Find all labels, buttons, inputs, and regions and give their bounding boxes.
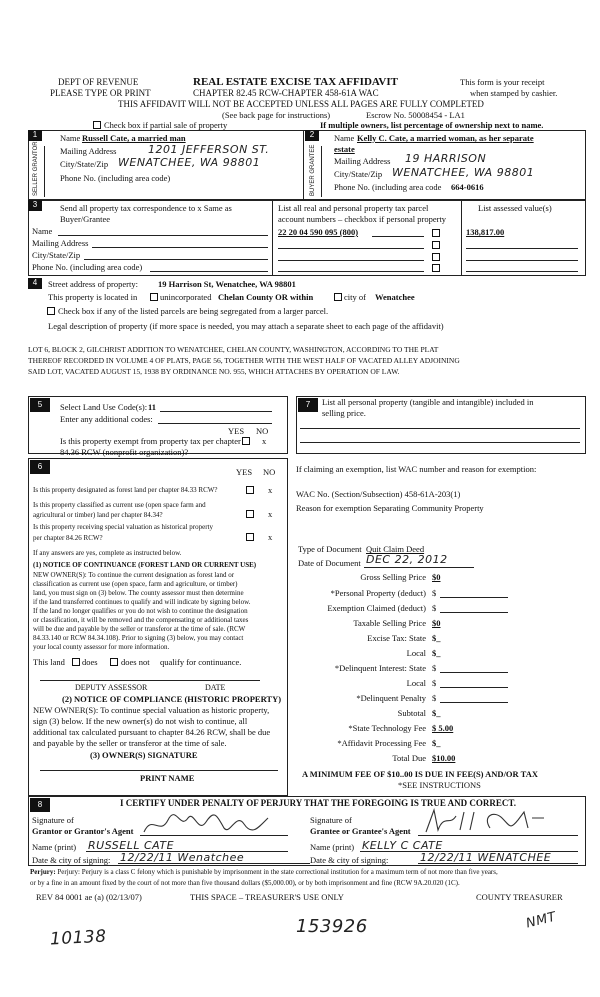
buyer-name-1[interactable]: Kelly C. Cate, a married woman, as her separate [357,133,534,143]
doc-date[interactable]: DEC 22, 2012 [366,553,448,566]
parcel-personal-checkbox-1[interactable] [432,229,440,237]
s3-phone-label: Phone No. (including area code) [32,262,143,272]
unincorporated-checkbox[interactable] [150,293,158,301]
segregated-checkbox[interactable] [47,307,55,315]
buyer-phone-label: Phone No. (including area code [334,182,442,192]
section-5-badge: 5 [30,398,50,412]
current-use-yes-checkbox[interactable] [246,510,254,518]
assessed-field-3[interactable] [466,260,578,261]
s5-no: NO [256,426,269,436]
grantee-name-label: Name (print) [310,842,355,852]
section-1-badge: 1 [28,130,42,141]
grantor-date-label: Date & city of signing: [32,855,111,865]
see-instructions-note: *SEE INSTRUCTIONS [398,780,481,790]
unincorporated-label: unincorporated [160,292,212,302]
buyer-name-2[interactable]: estate [334,144,355,154]
land-use-label: Select Land Use Code(s): [60,402,148,412]
delinquent-local-field[interactable] [440,687,508,688]
tech-fee[interactable]: $ 5.00 [432,723,454,733]
perjury-line-1: Perjury: Perjury: Perjury is a class C felony which is punishable by imprisonment in the state correctional institution for a maximum term of not more than five years, [30,868,498,876]
notice-1-line-6: or classification, it will be removed and the compensating or additional taxes [33,616,249,624]
send-correspondence-2: Buyer/Grantee [60,214,111,224]
s6-no: NO [263,467,276,477]
owner-signature-field[interactable] [40,770,278,771]
legal-description-3: SAID LOT, VACATED AUGUST 15, 1938 BY ORDINANCE NO. 955, WHICH ATTACHES BY OPERATION OF LAW. [28,367,400,376]
delinquent-interest-field[interactable] [440,672,508,673]
parcel-personal-checkbox-3[interactable] [432,253,440,261]
handwritten-number-left: 10138 [49,926,108,950]
assessed-field-4[interactable] [466,271,578,272]
personal-property-field-2[interactable] [300,442,580,443]
current-use-question-1: Is this property classified as current use (open space farm and [33,501,206,509]
located-label: This property is located in [48,292,138,302]
parcel-field-4[interactable] [278,271,424,272]
buyer-mailing-label: Mailing Address [334,156,391,166]
total-due-label: Total Due [392,753,426,763]
section-3-badge: 3 [28,200,42,211]
delinquent-penalty-dollar: $ [432,693,437,703]
taxable-price-label: Taxable Selling Price [353,618,426,628]
doc-type[interactable]: Quit Claim Deed [366,544,425,554]
land-use-code[interactable]: 11 [148,402,157,412]
notice-1-line-7: will be due and payable by the seller or transferor at the time of sale. (RCW [33,625,246,633]
seller-mailing-label: Mailing Address [60,146,117,156]
notice-1-line-2: classification as current use (open space, farm and agriculture, or timber) [33,580,238,588]
notice-2-line-2: sign (3) below. If the new owner(s) do not wish to continue, all [33,716,248,726]
buyer-phone[interactable]: 664-0616 [451,182,484,192]
buyer-city[interactable]: WENATCHEE, WA 98801 [392,166,535,179]
exempt-no-mark[interactable]: x [262,436,267,446]
parcel-personal-checkbox-2[interactable] [432,241,440,249]
personal-property-field-1[interactable] [300,428,580,429]
perjury-line-2: or by a fine in an amount fixed by the court of not more than five thousand dollars ($5,000.00), or by both imprisonment and fine (RCW 9A.20.020 (1C). [30,879,460,887]
s3-name-field[interactable] [58,235,268,236]
grantee-signature-scribble [420,804,560,836]
subtotal[interactable]: $_ [432,708,441,718]
legal-description-2: THEREOF RECORDED IN VOLUME 4 OF PLATS, PAGE 56, TOGETHER WITH THE WEST HALF OF VACATED ALLEY ADJOINING [28,356,460,365]
section-7-badge: 7 [298,398,318,412]
multiple-owners-note: If multiple owners, list percentage of ownership next to name. [320,120,544,130]
personal-property-1: List all personal property (tangible and intangible) included in [322,397,534,407]
personal-property-2: selling price. [322,408,366,418]
subtotal-label: Subtotal [397,708,426,718]
doc-type-label: Type of Document [298,544,362,554]
county-treasurer: COUNTY TREASURER [476,892,563,902]
exemption-deduct-field[interactable] [440,612,508,613]
notice-2-line-3: additional tax calculated pursuant to chapter 84.26 RCW, shall be due [33,727,271,737]
seller-name-label: Name [60,133,81,143]
partial-sale-label: Check box if partial sale of property [104,120,228,130]
notice-1-title: (1) NOTICE OF CONTINUANCE (FOREST LAND OR CURRENT USE) [33,561,257,569]
minimum-fee-note: A MINIMUM FEE OF $10..00 IS DUE IN FEE(S) AND/OR TAX [302,769,538,779]
buyer-mailing[interactable]: 19 HARRISON [405,152,487,165]
section-8-badge: 8 [30,798,50,812]
street-label: Street address of property: [48,279,138,289]
buyer-name-label: Name [334,133,355,143]
exempt-question-2: 84.36 RCW (nonprofit organization)? [60,447,189,457]
forest-question: Is this property designated as forest land per chapter 84.33 RCW? [33,486,218,494]
seller-mailing[interactable]: 1201 JEFFERSON ST. [148,143,270,156]
receipt-note-1: This form is your receipt [460,77,545,87]
partial-sale-checkbox[interactable] [93,121,101,129]
print-name-label: PRINT NAME [140,773,195,783]
s5-yes: YES [228,426,245,436]
historic-yes-checkbox[interactable] [246,533,254,541]
gross-price-label: Gross Selling Price [360,572,426,582]
exempt-yes-checkbox[interactable] [242,437,250,445]
forest-no-mark[interactable]: x [268,485,273,495]
escrow-number: Escrow No. 50008454 - LA1 [366,110,465,120]
notice-1-line-1: NEW OWNER(S): To continue the current designation as forest land or [33,571,235,579]
notice-1-line-4: if the land transferred continues to qualify and will indicate by signing below. [33,598,251,606]
excise-local-label: Local [406,648,426,658]
owner-signature-label: (3) OWNER(S) SIGNATURE [90,750,198,760]
legal-description-label: Legal description of property (if more space is needed, you may attach a separate sheet to each page of the affidavit) [48,321,444,331]
county-name: Chelan County OR within [218,292,314,302]
does-checkbox[interactable] [72,658,80,666]
affidavit-fee-label: *Affidavit Processing Fee [337,738,426,748]
certify-statement: I CERTIFY UNDER PENALTY OF PERJURY THAT THE FOREGOING IS TRUE AND CORRECT. [120,798,517,808]
seller-name[interactable]: Russell Cate, a married man [82,133,186,143]
seller-phone-label: Phone No. (including area code) [60,173,171,183]
historic-question-1: Is this property receiving special valuation as historical property [33,523,214,531]
section-4-badge: 4 [28,278,42,289]
grantee-date-label: Date & city of signing: [310,855,389,865]
section-2-badge: 2 [305,130,319,141]
grantee-date-city[interactable]: 12/22/11 WENATCHEE [420,851,552,864]
excise-state-label: Excise Tax: State [367,633,426,643]
exemption-deduct-dollar: $ [432,603,437,613]
see-back-note: (See back page for instructions) [222,110,331,120]
current-use-no-mark[interactable]: x [268,509,273,519]
street-address[interactable]: 19 Harrison St, Wenatchee, WA 98801 [158,279,296,289]
city-of-label: city of [344,292,366,302]
delinquent-penalty-field[interactable] [440,702,508,703]
s6-yes: YES [236,467,253,477]
segregated-label: Check box if any of the listed parcels are being segregated from a larger parcel. [58,306,329,316]
notice-1-line-9: your local county assessor for more information. [33,643,170,651]
receipt-note-2: when stamped by cashier. [470,88,558,98]
grantor-name[interactable]: RUSSELL CATE [88,839,175,852]
notice-1-line-3: land, you must sign on (3) below. The county assessor must then determine [33,589,244,597]
parcel-label-1: List all real and personal property tax parcel [278,203,429,213]
parcel-number[interactable]: 22 20 04 590 095 (800) [278,227,359,237]
notice-2-line-1: NEW OWNER(S): To continue special valuation as historic property, [33,705,270,715]
taxable-price[interactable]: $0 [432,618,441,628]
form-chapter: CHAPTER 82.45 RCW-CHAPTER 458-61A WAC [193,88,379,98]
legal-description-1: LOT 6, BLOCK 2, GILCHRIST ADDITION TO WENATCHEE, CHELAN COUNTY, WASHINGTON, ACCORDING TO THE PLAT [28,345,439,354]
gross-price[interactable]: $0 [432,572,441,582]
delinquent-interest-dollar: $ [432,663,437,673]
grantor-agent-label: Grantor or Grantor's Agent [32,826,134,836]
please-print: PLEASE TYPE OR PRINT [50,88,151,98]
delinquent-interest-label: *Delinquent Interest: State [334,663,426,673]
does-label: does [82,657,98,667]
parcel-label-2: account numbers – checkbox if personal property [278,214,447,224]
handwritten-number-center: 153926 [296,916,368,937]
personal-deduct-field[interactable] [440,597,508,598]
delinquent-local-label: Local [406,678,426,688]
personal-deduct-dollar: $ [432,588,437,598]
parcel-field-2[interactable] [278,248,424,249]
perjury-text-1: Perjury: Perjury is a class C felony which is punishable by imprisonment in the state correctional institution for a maximum term of not more than five years, [57,868,498,876]
seller-city-label: City/State/Zip [60,159,109,169]
wac-number[interactable]: WAC No. (Section/Subsection) 458-61A-203(1) [296,489,461,499]
additional-codes-label: Enter any additional codes: [60,414,153,424]
deputy-assessor-field[interactable] [40,680,260,681]
exemption-claim-label: If claiming an exemption, list WAC number and reason for exemption: [296,464,537,474]
any-yes-note: If any answers are yes, complete as instructed below. [33,549,182,557]
assessed-value[interactable]: 138,817.00 [466,227,505,237]
notice-1-line-5: If the land no longer qualifies or you do not wish to continue the designation [33,607,248,615]
total-due[interactable]: $10.00 [432,753,456,763]
s3-mailing-field[interactable] [92,247,268,248]
rev-number: REV 84 0001 ae (a) (02/13/07) [36,892,142,902]
grantee-sig-of: Signature of [310,815,352,825]
treasurer-space: THIS SPACE – TREASURER'S USE ONLY [190,892,344,902]
form-title: REAL ESTATE EXCISE TAX AFFIDAVIT [193,76,398,88]
tech-fee-label: *State Technology Fee [348,723,426,733]
exemption-deduct-label: Exemption Claimed (deduct) [327,603,426,613]
does-not-checkbox[interactable] [110,658,118,666]
handwritten-initials: NMT [524,909,558,932]
delinquent-local-dollar: $ [432,678,437,688]
grantor-signature-scribble [140,808,290,838]
grantor-sig-of: Signature of [32,815,74,825]
notice-1-line-8: 84.33.140 or RCW 84.34.108). Prior to signing (3) below, you may contact [33,634,244,642]
section-6-badge: 6 [30,460,50,474]
s3-phone-field[interactable] [150,271,268,272]
notice-2-line-4: and payable by the seller or transferor at the time of sale. [33,738,227,748]
send-correspondence-1: Send all property tax correspondence to x Same as [60,203,232,213]
current-use-question-2: agricultural or timber) land per chapter 84.34? [33,511,163,519]
doc-date-label: Date of Document [298,558,361,568]
does-not-label: does not [121,657,150,667]
historic-question-2: per chapter 84.26 RCW? [33,534,103,542]
parcel-field-3[interactable] [278,260,424,261]
seller-side-label: SELLER GRANTOR [33,141,39,196]
dept-of-revenue: DEPT OF REVENUE [58,77,139,87]
notice-2-title: (2) NOTICE OF COMPLIANCE (HISTORIC PROPERTY) [62,694,282,704]
grantee-name[interactable]: KELLY C CATE [362,839,443,852]
qualify-label: qualify for continuance. [160,657,242,667]
additional-codes-field[interactable] [158,423,272,424]
assessed-label: List assessed value(s) [478,203,552,213]
buyer-side-label: BUYER GRANTEE [310,144,316,196]
historic-no-mark[interactable]: x [268,532,273,542]
seller-city[interactable]: WENATCHEE, WA 98801 [118,156,261,169]
deputy-date-label: DATE [205,683,226,692]
forest-yes-checkbox[interactable] [246,486,254,494]
grantee-agent-label: Grantee or Grantee's Agent [310,826,411,836]
s3-mailing-label: Mailing Address [32,238,89,248]
exemption-reason[interactable]: Reason for exemption Separating Community Property [296,503,484,513]
assessed-field-2[interactable] [466,248,578,249]
exempt-question-1: Is this property exempt from property tax per chapter [60,436,241,446]
city-name[interactable]: Wenatchee [375,292,415,302]
deputy-assessor-label: DEPUTY ASSESSOR [75,683,148,692]
excise-local[interactable]: $_ [432,648,441,658]
personal-deduct-label: *Personal Property (deduct) [330,588,426,598]
s3-name-label: Name [32,226,53,236]
affidavit-fee[interactable]: $_ [432,738,441,748]
s3-city-field[interactable] [84,259,268,260]
this-land-label: This land [33,657,65,667]
buyer-city-label: City/State/Zip [334,169,383,179]
s3-city-label: City/State/Zip [32,250,81,260]
delinquent-penalty-label: *Delinquent Penalty [356,693,426,703]
parcel-personal-checkbox-4[interactable] [432,264,440,272]
grantor-date-city[interactable]: 12/22/11 Wenatchee [120,851,245,864]
city-checkbox[interactable] [334,293,342,301]
grantor-name-label: Name (print) [32,842,77,852]
excise-state[interactable]: $_ [432,633,441,643]
not-accepted-notice: THIS AFFIDAVIT WILL NOT BE ACCEPTED UNLESS ALL PAGES ARE FULLY COMPLETED [118,99,484,109]
